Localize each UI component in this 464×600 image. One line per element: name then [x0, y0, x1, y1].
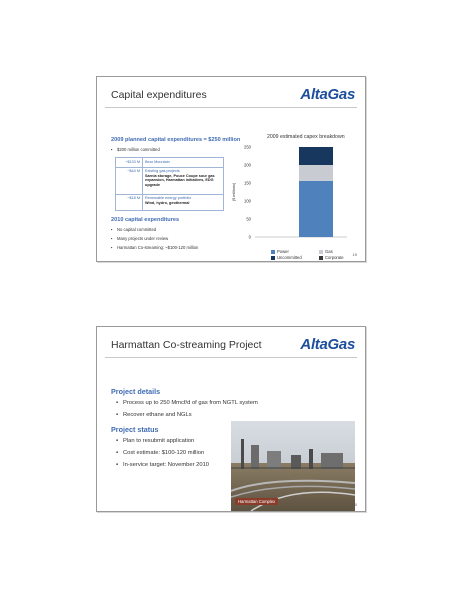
capex-amount: ~$18 M	[127, 196, 140, 200]
capex-breakdown-box	[115, 157, 224, 211]
y-axis-label: ($ millions)	[232, 182, 236, 202]
capex-desc: Sarnia storage, Pouce Coupe sour gas expansion, Harmattan initiatives, EDG upgrade	[145, 174, 215, 187]
slide-harmattan-project	[96, 326, 366, 512]
chart-title: 2009 estimated capex breakdown	[267, 134, 345, 140]
bullet-item: ▪ In-service target: November 2010	[123, 462, 209, 468]
legend-label: Gas	[325, 249, 333, 254]
title-divider	[105, 107, 357, 108]
harmattan-complex-photo	[231, 421, 355, 511]
bullet-item: ▪ No capital committed	[117, 227, 156, 232]
bar-segment-gas	[299, 165, 333, 181]
capex-2009-heading: 2009 planned capital expenditures ≈ $250 million	[111, 137, 241, 143]
bullet-item: ▪ Plan to resubmit application	[123, 438, 194, 444]
legend-label: Corporate	[325, 255, 344, 260]
altagas-logo: AltaGas	[300, 336, 355, 353]
y-tick-label: 0	[248, 234, 251, 240]
row-divider	[116, 167, 223, 168]
page-number: 19	[352, 252, 357, 257]
row-divider	[116, 194, 223, 195]
capex-2010-heading: 2010 capital expenditures	[111, 217, 180, 223]
slide-title: Capital expenditures	[111, 89, 207, 101]
legend-swatch	[271, 256, 275, 260]
bar-segment-uncommitted	[299, 147, 333, 165]
legend-label: Power	[277, 249, 289, 254]
y-tick-label: 50	[246, 216, 251, 222]
bar-segment-power	[299, 181, 333, 237]
capex-label: Bear Mountain	[145, 160, 170, 164]
legend-item-gas	[319, 249, 333, 254]
legend-item-corporate	[319, 255, 344, 260]
capex-label: Renewable energy portfolio	[145, 196, 192, 200]
capex-chart	[227, 141, 361, 247]
capex-amount: ~$44 M	[127, 169, 140, 173]
legend-item-power	[271, 249, 289, 254]
bullet-item: ▪ Process up to 250 Mmcf/d of gas from NGTL system	[123, 400, 258, 406]
box-divider	[142, 158, 143, 210]
altagas-logo: AltaGas	[300, 86, 355, 103]
legend-item-uncommitted	[271, 255, 302, 260]
slide-capital-expenditures	[96, 76, 366, 262]
y-tick-label: 250	[244, 144, 251, 150]
capex-amount: ~$133 M	[125, 160, 140, 164]
legend-swatch	[319, 250, 323, 254]
legend-swatch	[271, 250, 275, 254]
project-status-heading: Project status	[111, 425, 159, 434]
title-divider	[105, 357, 357, 358]
photo-caption: Harmattan Complex	[235, 498, 278, 505]
bullet-item: ▪ Many projects under review	[117, 236, 168, 241]
project-details-heading: Project details	[111, 387, 161, 396]
page-number: 20	[352, 502, 357, 507]
bullet-item: ▪ Cost estimate: $100-120 million	[123, 450, 204, 456]
y-tick-label: 100	[244, 198, 251, 204]
capex-label: Existing gas projects	[145, 169, 180, 173]
capex-desc: Wind, hydro, geothermal	[145, 201, 190, 205]
bullet-item: ▪ Harmattan Co-streaming: ~$100-120 million	[117, 245, 198, 250]
bullet-item: ▪ Recover ethane and NGLs	[123, 412, 192, 418]
legend-label: Uncommitted	[277, 255, 302, 260]
y-tick-label: 200	[244, 162, 251, 168]
committed-bullet: ▪ $200 million committed	[117, 147, 160, 152]
legend-swatch	[319, 256, 323, 260]
y-tick-label: 150	[244, 180, 251, 186]
slide-title: Harmattan Co-streaming Project	[111, 339, 262, 351]
